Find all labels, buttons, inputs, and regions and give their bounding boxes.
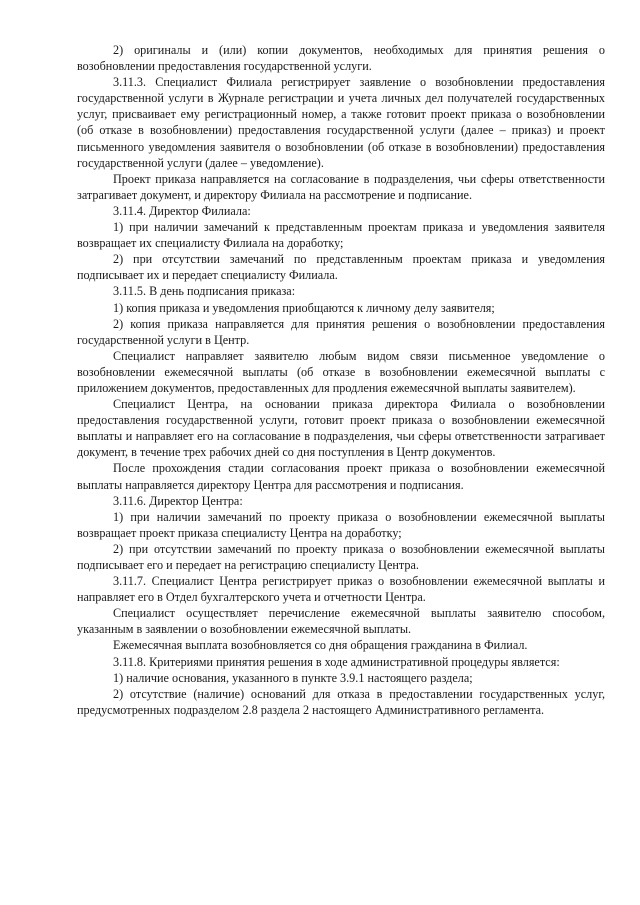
paragraph: 2) оригиналы и (или) копии документов, необходимых для принятия решения о возобновлении предоставления государственной услуги. <box>77 43 605 74</box>
paragraph: После прохождения стадии согласования проект приказа о возобновлении ежемесячной выплаты направляется директору Центра для рассмотрения и подписания. <box>77 461 605 492</box>
paragraph: 2) копия приказа направляется для принятия решения о возобновлении предоставления государственной услуги в Центр. <box>77 316 605 347</box>
paragraph: Проект приказа направляется на согласование в подразделения, чьи сферы ответственности затрагивает документ, и директору Филиала на рассмотрение и подписание. <box>77 171 605 202</box>
paragraph: 3.11.5. В день подписания приказа: <box>113 284 296 299</box>
paragraph: 3.11.7. Специалист Центра регистрирует приказ о возобновлении ежемесячной выплаты и направляет его в Отдел бухгалтерского учета и отчетности Центра. <box>77 574 605 605</box>
paragraph: 1) копия приказа и уведомления приобщаются к личному делу заявителя; <box>113 300 495 315</box>
paragraph: 1) при наличии замечаний к представленным проектам приказа и уведомления заявителя возвращает их специалисту Филиала на доработку; <box>77 220 605 251</box>
paragraph: Ежемесячная выплата возобновляется со дня обращения гражданина в Филиал. <box>113 638 528 653</box>
paragraph: 3.11.4. Директор Филиала: <box>113 203 251 218</box>
paragraph: 1) при наличии замечаний по проекту приказа о возобновлении ежемесячной выплаты возвращает проект приказа специалисту Центра на доработку; <box>77 509 605 540</box>
paragraph: 1) наличие основания, указанного в пункте 3.9.1 настоящего раздела; <box>113 670 473 685</box>
paragraph: Специалист осуществляет перечисление ежемесячной выплаты заявителю способом, указанным в заявлении о возобновлении ежемесячной выплаты. <box>77 606 605 637</box>
paragraph: 2) отсутствие (наличие) оснований для отказа в предоставлении государственных услуг, предусмотренных подразделом 2.8 раздела 2 настоящего Административного регламента. <box>77 686 605 717</box>
paragraph: 3.11.8. Критериями принятия решения в ходе административной процедуры является: <box>113 654 560 669</box>
paragraph: 3.11.3. Специалист Филиала регистрирует заявление о возобновлении предоставления государственной услуги в Журнале регистрации и учета личных дел получателей государственных услуг, присваивает ему регистрационный номер, а также готовит проект приказа о возобновлении (об отказе в возобновлении) предоставления государственной услуги (далее – приказ) и проект письменного уведомления заявителя о возобновлении (об отказе в возобновлении) предоставления государственной услуги (далее – уведомление). <box>77 75 605 170</box>
paragraph: Специалист направляет заявителю любым видом связи письменное уведомление о возобновлении ежемесячной выплаты (об отказе в возобновлении ежемесячной выплаты с приложением документов, предоставленных для продления ежемесячной выплаты заявителем). <box>77 348 605 395</box>
paragraph: Специалист Центра, на основании приказа директора Филиала о возобновлении предоставления государственной услуги, готовит проект приказа о возобновлении ежемесячной выплаты и направляет его на согласование в подразделения, чьи сферы ответственности затрагивает документ, в течение трех рабочих дней со дня поступления в Центр документов. <box>77 397 605 460</box>
paragraph: 2) при отсутствии замечаний по представленным проектам приказа и уведомления подписывает их и передает специалисту Филиала. <box>77 252 605 283</box>
paragraph: 2) при отсутствии замечаний по проекту приказа о возобновлении ежемесячной выплаты подписывает его и передает на регистрацию специалисту Центра. <box>77 541 605 572</box>
document-page <box>77 42 605 718</box>
paragraph: 3.11.6. Директор Центра: <box>113 493 243 508</box>
